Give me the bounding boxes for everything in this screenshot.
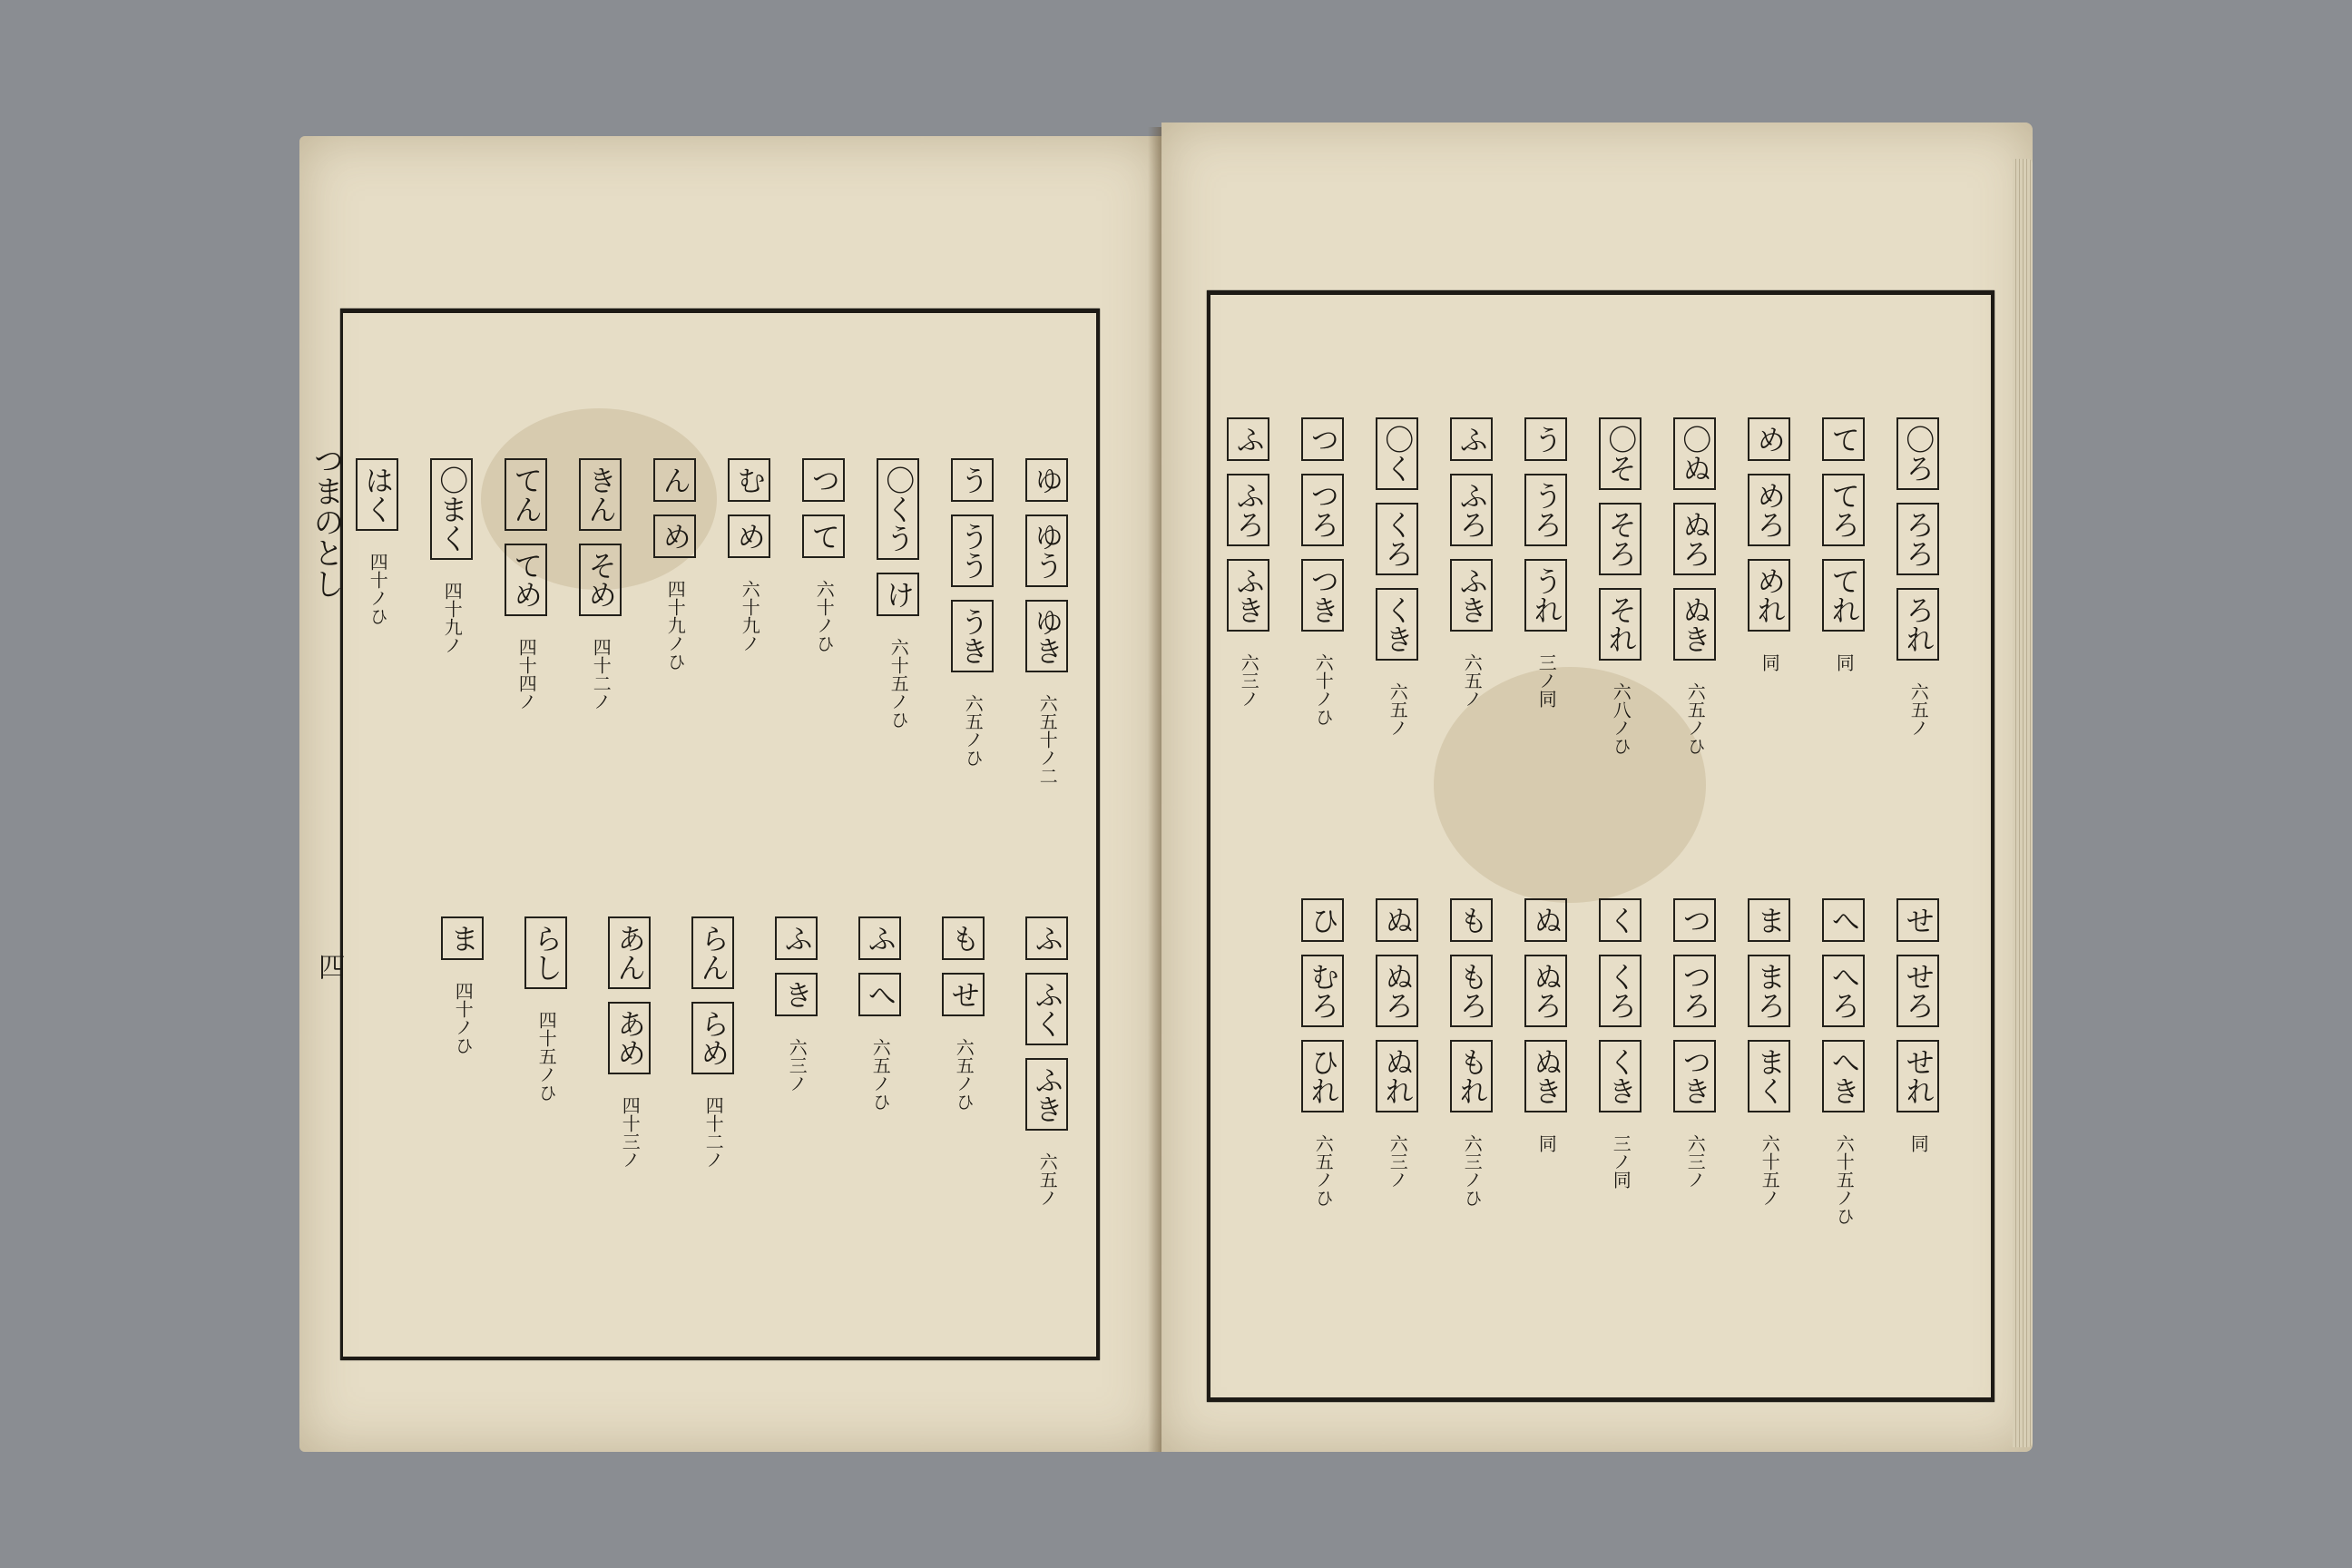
kana-cell: そめ — [579, 544, 622, 616]
kana-cell: らん — [691, 916, 734, 989]
kana-cell: らし — [524, 916, 567, 989]
kana-cell: も — [1450, 898, 1493, 942]
column-annotation: 六三ノ — [1387, 1134, 1409, 1189]
column-annotation: 六十ノひ — [813, 580, 836, 652]
column-annotation: 六五ノひ — [953, 1038, 975, 1111]
column-annotation: 四十九ノひ — [664, 580, 687, 671]
column-annotation: 同 — [1833, 653, 1856, 671]
column-annotation: 六十ノひ — [1312, 653, 1335, 726]
column-annotation: 六五ノ — [1461, 653, 1484, 708]
column-annotation: 三ノ同 — [1610, 1134, 1632, 1189]
text-column — [1822, 898, 1865, 1225]
kana-cell: う — [1524, 417, 1567, 461]
kana-cell: うき — [951, 600, 994, 672]
kana-cell: まく — [1748, 1040, 1790, 1112]
kana-cell: てろ — [1822, 474, 1865, 546]
kana-cell: くき — [1376, 588, 1418, 661]
text-column — [653, 458, 696, 671]
kana-cell: はく — [356, 458, 398, 531]
column-annotation: 六十九ノ — [739, 580, 761, 652]
kana-cell: ぬれ — [1376, 1040, 1418, 1112]
kana-cell: 〇ぬ — [1673, 417, 1716, 490]
column-annotation: 四十二ノ — [702, 1096, 725, 1169]
column-annotation: 六五ノひ — [869, 1038, 892, 1111]
kana-cell: ぬろ — [1376, 955, 1418, 1027]
kana-cell: へ — [858, 973, 901, 1016]
text-column — [430, 458, 473, 654]
column-annotation: 六五ノ — [1387, 682, 1409, 737]
kana-cell: うれ — [1524, 559, 1567, 632]
kana-cell: め — [653, 514, 696, 558]
text-column — [802, 458, 845, 652]
text-column — [1822, 417, 1865, 671]
kana-cell: つき — [1301, 559, 1344, 632]
kana-cell: せ — [942, 973, 985, 1016]
column-annotation: 六三ノひ — [1461, 1134, 1484, 1207]
kana-cell: ふき — [1025, 1058, 1068, 1131]
kana-cell: け — [877, 573, 919, 616]
kana-cell: てめ — [505, 544, 547, 616]
kana-cell: ふき — [1227, 559, 1269, 632]
column-annotation: 六五ノ — [1036, 1152, 1059, 1207]
column-annotation: 六五十ノ二 — [1036, 694, 1059, 785]
kana-cell: う — [951, 458, 994, 502]
text-column — [1896, 417, 1939, 737]
kana-cell: 〇く — [1376, 417, 1418, 490]
column-annotation: 四十五ノひ — [535, 1011, 558, 1102]
text-column — [1227, 417, 1269, 708]
kana-cell: ぬき — [1524, 1040, 1567, 1112]
text-column — [356, 458, 398, 625]
text-column — [1748, 898, 1790, 1207]
text-column — [858, 916, 901, 1111]
column-annotation: 同 — [1759, 653, 1781, 671]
kana-cell: ま — [441, 916, 484, 960]
column-annotation: 三ノ同 — [1535, 653, 1558, 708]
kana-cell: むろ — [1301, 955, 1344, 1027]
column-annotation: 六八ノひ — [1610, 682, 1632, 755]
kana-cell: ふく — [1025, 973, 1068, 1045]
kana-cell: つ — [1673, 898, 1716, 942]
kana-cell: ふろ — [1227, 474, 1269, 546]
text-column — [579, 458, 622, 710]
kana-cell: ゆき — [1025, 600, 1068, 672]
text-column — [524, 916, 567, 1102]
kana-cell: ふ — [1450, 417, 1493, 461]
column-annotation: 四十ノひ — [367, 553, 389, 625]
column-annotation: 四十二ノ — [590, 638, 612, 710]
column-annotation: 六五ノ — [1907, 682, 1930, 737]
kana-cell: そろ — [1599, 503, 1642, 575]
kana-cell: もれ — [1450, 1040, 1493, 1112]
column-annotation: 六五ノひ — [962, 694, 985, 767]
text-column — [1025, 458, 1068, 785]
kana-cell: ろろ — [1896, 503, 1939, 575]
text-column — [608, 916, 651, 1169]
kana-cell: らめ — [691, 1002, 734, 1074]
text-column — [775, 916, 818, 1093]
column-annotation: 四十ノひ — [452, 982, 475, 1054]
kana-cell: まろ — [1748, 955, 1790, 1027]
kana-cell: ぬ — [1376, 898, 1418, 942]
text-column — [1599, 417, 1642, 755]
kana-cell: く — [1599, 898, 1642, 942]
text-column — [1301, 898, 1344, 1207]
kana-cell: もろ — [1450, 955, 1493, 1027]
column-annotation: 六五ノひ — [1312, 1134, 1335, 1207]
open-book — [290, 118, 2042, 1461]
kana-cell: ぬろ — [1524, 955, 1567, 1027]
kana-cell: きん — [579, 458, 622, 531]
kana-cell: てれ — [1822, 559, 1865, 632]
text-column — [1025, 916, 1068, 1207]
column-annotation: 四十三ノ — [619, 1096, 642, 1169]
kana-cell: ふ — [775, 916, 818, 960]
text-column — [1896, 898, 1939, 1152]
kana-cell: ふ — [1025, 916, 1068, 960]
kana-cell: 〇そ — [1599, 417, 1642, 490]
kana-cell: てん — [505, 458, 547, 531]
text-column — [1376, 898, 1418, 1189]
kana-cell: つ — [1301, 417, 1344, 461]
column-annotation: 四十九ノ — [441, 582, 464, 654]
kana-cell: めれ — [1748, 559, 1790, 632]
text-column — [1748, 417, 1790, 671]
kana-cell: うう — [951, 514, 994, 587]
kana-cell: つろ — [1301, 474, 1344, 546]
kana-cell: くき — [1599, 1040, 1642, 1112]
column-annotation: 四十四ノ — [515, 638, 538, 710]
text-column — [1599, 898, 1642, 1189]
kana-cell: めろ — [1748, 474, 1790, 546]
text-column — [505, 458, 547, 710]
kana-cell: ふ — [858, 916, 901, 960]
kana-cell: へ — [1822, 898, 1865, 942]
kana-cell: それ — [1599, 588, 1642, 661]
kana-cell: せれ — [1896, 1040, 1939, 1112]
kana-cell: あめ — [608, 1002, 651, 1074]
kana-cell: め — [1748, 417, 1790, 461]
column-annotation: 六十五ノ — [1759, 1134, 1781, 1207]
kana-cell: あん — [608, 916, 651, 989]
text-column — [441, 916, 484, 1054]
column-annotation: 六三ノ — [1684, 1134, 1707, 1189]
page-edge-stack — [2013, 159, 2033, 1447]
text-column — [951, 458, 994, 767]
kana-cell: 〇ろ — [1896, 417, 1939, 490]
kana-cell: ん — [653, 458, 696, 502]
text-column — [1524, 898, 1567, 1152]
kana-cell: ゆう — [1025, 514, 1068, 587]
text-column — [942, 916, 985, 1111]
kana-cell: も — [942, 916, 985, 960]
kana-cell: へろ — [1822, 955, 1865, 1027]
kana-cell: ま — [1748, 898, 1790, 942]
kana-cell: せ — [1896, 898, 1939, 942]
kana-cell: ふき — [1450, 559, 1493, 632]
column-annotation: 同 — [1907, 1134, 1930, 1152]
kana-cell: き — [775, 973, 818, 1016]
kana-cell: せろ — [1896, 955, 1939, 1027]
text-column — [1450, 417, 1493, 708]
kana-cell: ぬ — [1524, 898, 1567, 942]
column-annotation: 六十五ノひ — [1833, 1134, 1856, 1225]
kana-cell: 〇まく — [430, 458, 473, 560]
kana-cell: ひれ — [1301, 1040, 1344, 1112]
left-page-folio: 四 — [313, 953, 345, 980]
right-page — [1161, 122, 2033, 1452]
kana-cell: つき — [1673, 1040, 1716, 1112]
text-column — [1673, 417, 1716, 755]
kana-cell: つろ — [1673, 955, 1716, 1027]
kana-cell: ゆ — [1025, 458, 1068, 502]
text-column — [1673, 898, 1716, 1189]
kana-cell: ぬろ — [1673, 503, 1716, 575]
kana-cell: て — [1822, 417, 1865, 461]
column-annotation: 六三ノ — [786, 1038, 808, 1093]
text-column — [1450, 898, 1493, 1207]
column-annotation: 六十五ノひ — [887, 638, 910, 729]
column-annotation: 六三ノ — [1238, 653, 1260, 708]
text-column — [691, 916, 734, 1169]
kana-cell: うろ — [1524, 474, 1567, 546]
text-column — [1301, 417, 1344, 726]
kana-cell: ろれ — [1896, 588, 1939, 661]
kana-cell: て — [802, 514, 845, 558]
column-annotation: 六五ノひ — [1684, 682, 1707, 755]
kana-cell: ふ — [1227, 417, 1269, 461]
kana-cell: くろ — [1376, 503, 1418, 575]
kana-cell: へき — [1822, 1040, 1865, 1112]
kana-cell: む — [728, 458, 770, 502]
kana-cell: つ — [802, 458, 845, 502]
kana-cell: ぬき — [1673, 588, 1716, 661]
text-column — [728, 458, 770, 652]
text-column — [877, 458, 919, 729]
kana-cell: め — [728, 514, 770, 558]
kana-cell: ひ — [1301, 898, 1344, 942]
left-page — [299, 136, 1161, 1452]
kana-cell: くろ — [1599, 955, 1642, 1027]
kana-cell: 〇くう — [877, 458, 919, 560]
left-page-header: つまのとし — [308, 445, 344, 599]
column-annotation: 同 — [1535, 1134, 1558, 1152]
text-column — [1376, 417, 1418, 737]
text-column — [1524, 417, 1567, 708]
kana-cell: ふろ — [1450, 474, 1493, 546]
